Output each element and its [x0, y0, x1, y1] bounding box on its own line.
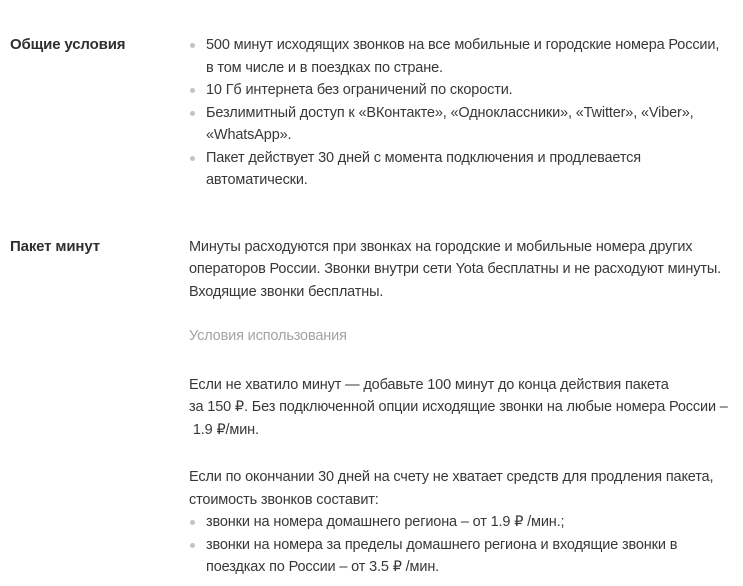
- list-item: [189, 34, 729, 79]
- list-item: [189, 534, 729, 579]
- list-item-text: Безлимитный доступ к «ВКонтакте», «Одноклассники», «Twitter», «Viber», «WhatsApp».: [206, 104, 694, 143]
- bullet-icon: [190, 543, 195, 548]
- list-item-text: 500 минут исходящих звонков на все мобильные и городские номера России, в том числе и в поездках по стране.: [206, 37, 720, 76]
- section-label-general: Общие условия: [10, 36, 126, 53]
- list-item: [189, 79, 729, 102]
- usage-terms-subheading: Условия использования: [189, 328, 347, 344]
- bullet-icon: [190, 43, 195, 48]
- section-content-general: [189, 34, 729, 192]
- section-content-minutes: [189, 236, 729, 579]
- bullet-icon: [190, 520, 195, 525]
- bullet-icon: [190, 156, 195, 161]
- minutes-intro-paragraph: Минуты расходуются при звонках на городские и мобильные номера других операторов России. Звонки внутри сети Yota бесплатны и не расходуют минуты. Входящие звонки бесплатны.: [189, 238, 721, 300]
- list-item: [189, 102, 729, 147]
- bullet-icon: [190, 88, 195, 93]
- expiry-rates-list: [189, 511, 729, 579]
- bullet-icon: [190, 111, 195, 116]
- list-item-text: звонки на номера домашнего региона – от 1.9 ₽ /мин.;: [206, 514, 565, 530]
- list-item-text: Пакет действует 30 дней с момента подключения и продлевается автоматически.: [206, 149, 641, 188]
- list-item: [189, 511, 729, 534]
- section-label-minutes: Пакет минут: [10, 237, 100, 255]
- section-minutes-package: [0, 236, 743, 579]
- list-item-text: 10 Гб интернета без ограничений по скорости.: [206, 82, 513, 98]
- extra-minutes-paragraph: Если не хватило минут — добавьте 100 минут до конца действия пакета за 150 ₽. Без подключенной опции исходящие звонки на любые номера России – 1.9 ₽/мин.: [189, 376, 728, 438]
- general-conditions-list: [189, 34, 729, 192]
- list-item: [189, 147, 729, 192]
- list-item-text: звонки на номера за пределы домашнего региона и входящие звонки в поездках по России – от 3.5 ₽ /мин.: [206, 536, 678, 575]
- expiry-paragraph: Если по окончании 30 дней на счету не хватает средств для продления пакета, стоимость звонков составит:: [189, 469, 714, 508]
- section-general-conditions: [0, 34, 743, 192]
